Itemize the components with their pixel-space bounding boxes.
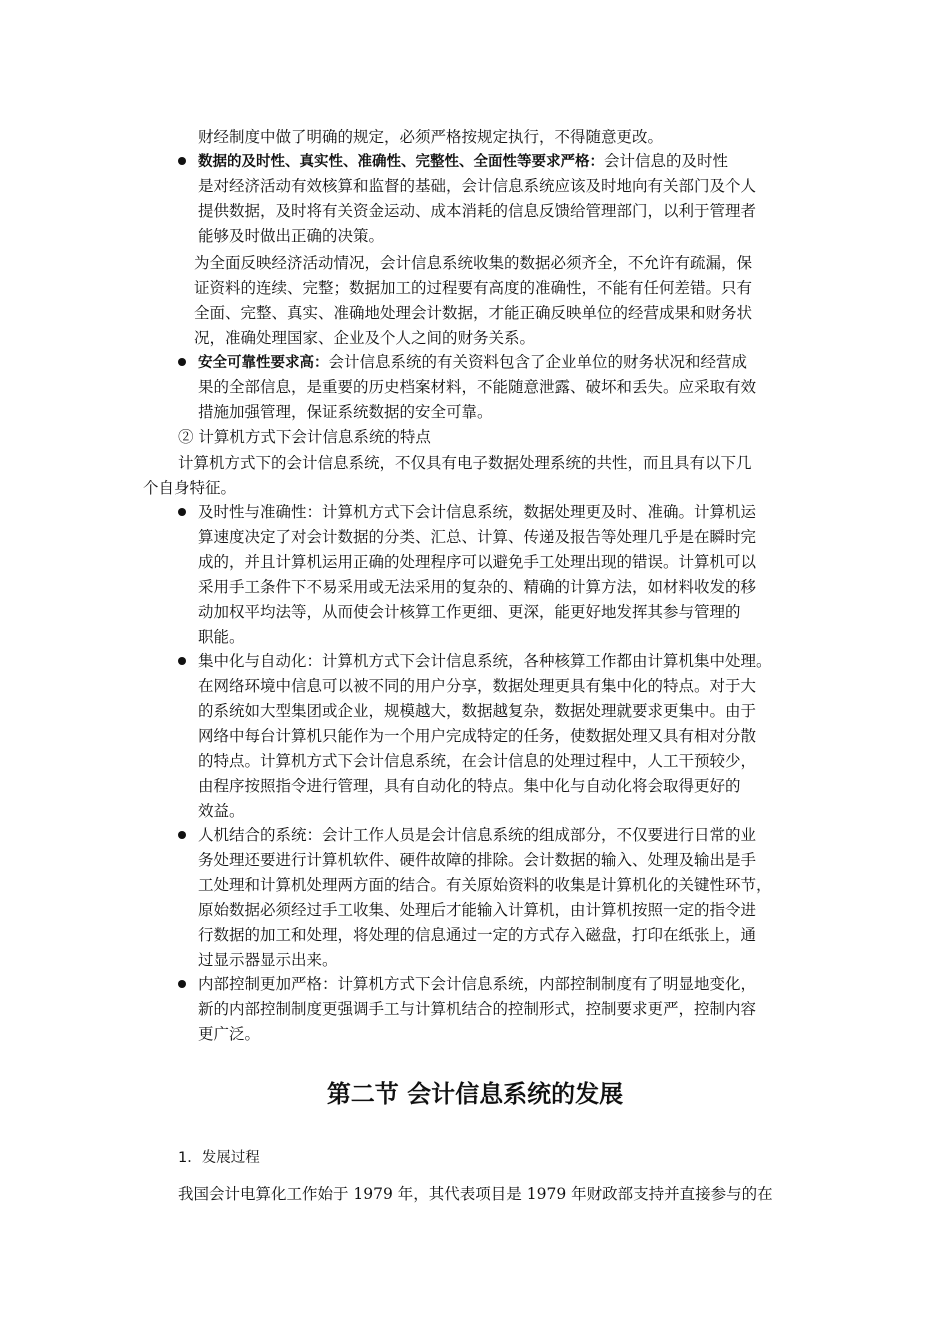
bullet-item-internal-control: 内部控制更加严格：计算机方式下会计信息系统，内部控制制度有了明显地变化，	[198, 975, 757, 993]
bullet-icon	[178, 657, 186, 665]
paragraph-line: 的系统如大型集团或企业，规模越大，数据越复杂，数据处理就要求更集中。由于	[198, 702, 757, 720]
paragraph-line: 行数据的加工和处理，将处理的信息通过一定的方式存入磁盘，打印在纸张上，通	[198, 926, 757, 944]
paragraph-line: 提供数据，及时将有关资金运动、成本消耗的信息反馈给管理部门，以利于管理者	[198, 202, 757, 220]
bullet-item-centralization: 集中化与自动化：计算机方式下会计信息系统，各种核算工作都由计算机集中处理。	[198, 652, 772, 670]
paragraph-line: 措施加强管理，保证系统数据的安全可靠。	[198, 403, 493, 421]
bullet-icon	[178, 157, 186, 165]
subsection-heading: ② 计算机方式下会计信息系统的特点	[178, 428, 431, 446]
paragraph-line: 为全面反映经济活动情况，会计信息系统收集的数据必须齐全，不允许有疏漏，保	[194, 254, 753, 272]
paragraph-line: 更广泛。	[198, 1025, 261, 1043]
paragraph-line: 采用手工条件下不易采用或无法采用的复杂的、精确的计算方法，如材料收发的移	[198, 578, 757, 596]
paragraph-line: 个自身特征。	[143, 479, 237, 497]
section-title: 第二节 会计信息系统的发展	[326, 1080, 624, 1108]
paragraph-line: 由程序按照指令进行管理，具有自动化的特点。集中化与自动化将会取得更好的	[198, 777, 741, 795]
paragraph-line: 动加权平均法等，从而使会计核算工作更细、更深，能更好地发挥其参与管理的	[198, 603, 741, 621]
bullet-item-human-machine: 人机结合的系统：会计工作人员是会计信息系统的组成部分，不仅要进行日常的业	[198, 826, 757, 844]
paragraph-line: 我国会计电算化工作始于 1979 年，其代表项目是 1979 年财政部支持并直接参与的在	[178, 1185, 773, 1203]
paragraph-line: 新的内部控制制度更强调手工与计算机结合的控制形式，控制要求更严，控制内容	[198, 1000, 757, 1018]
paragraph-line: 职能。	[198, 628, 245, 646]
paragraph-line: 全面、完整、真实、准确地处理会计数据，才能正确反映单位的经营成果和财务状	[194, 304, 753, 322]
paragraph-line: 过显示器显示出来。	[198, 951, 338, 969]
paragraph-line: 成的，并且计算机运用正确的处理程序可以避免手工处理出现的错误。计算机可以	[198, 553, 757, 571]
bullet-item-accuracy: 及时性与准确性：计算机方式下会计信息系统，数据处理更及时、准确。计算机运	[198, 503, 757, 521]
paragraph-line: 证资料的连续、完整；数据加工的过程要有高度的准确性，不能有任何差错。只有	[194, 279, 753, 297]
bullet-title: 数据的及时性、真实性、准确性、完整性、全面性等要求严格：	[198, 154, 604, 170]
bullet-item-security	[198, 350, 747, 374]
bullet-item-timeliness	[198, 149, 728, 173]
paragraph-line: 计算机方式下的会计信息系统，不仅具有电子数据处理系统的共性，而且具有以下几	[178, 454, 752, 472]
bullet-icon	[178, 980, 186, 988]
bullet-text: 会计信息的及时性	[604, 152, 729, 170]
paragraph-line: 网络中每台计算机只能作为一个用户完成特定的任务，使数据处理又具有相对分散	[198, 727, 757, 745]
paragraph-line: 的特点。计算机方式下会计信息系统，在会计信息的处理过程中，人工干预较少，	[198, 752, 757, 770]
bullet-icon	[178, 358, 186, 366]
bullet-title: 安全可靠性要求高：	[198, 355, 329, 371]
paragraph-line: 工处理和计算机处理两方面的结合。有关原始资料的收集是计算机化的关键性环节，	[198, 876, 772, 894]
paragraph-line: 在网络环境中信息可以被不同的用户分享，数据处理更具有集中化的特点。对于大	[198, 677, 757, 695]
bullet-icon	[178, 831, 186, 839]
paragraph-line: 原始数据必须经过手工收集、处理后才能输入计算机，由计算机按照一定的指令进	[198, 901, 757, 919]
paragraph-line: 能够及时做出正确的决策。	[198, 227, 385, 245]
paragraph-line: 财经制度中做了明确的规定，必须严格按规定执行，不得随意更改。	[198, 128, 664, 146]
paragraph-line: 务处理还要进行计算机软件、硬件故障的排除。会计数据的输入、处理及输出是手	[198, 851, 757, 869]
section-sub-heading: 1．发展过程	[178, 1150, 260, 1166]
paragraph-line: 效益。	[198, 802, 245, 820]
paragraph-line: 是对经济活动有效核算和监督的基础，会计信息系统应该及时地向有关部门及个人	[198, 177, 757, 195]
paragraph-line: 况，准确处理国家、企业及个人之间的财务关系。	[194, 329, 536, 347]
paragraph-line: 果的全部信息，是重要的历史档案材料，不能随意泄露、破坏和丢失。应采取有效	[198, 378, 757, 396]
bullet-icon	[178, 508, 186, 516]
bullet-text: 会计信息系统的有关资料包含了企业单位的财务状况和经营成	[328, 353, 748, 371]
paragraph-line: 算速度决定了对会计数据的分类、汇总、计算、传递及报告等处理几乎是在瞬时完	[198, 528, 757, 546]
